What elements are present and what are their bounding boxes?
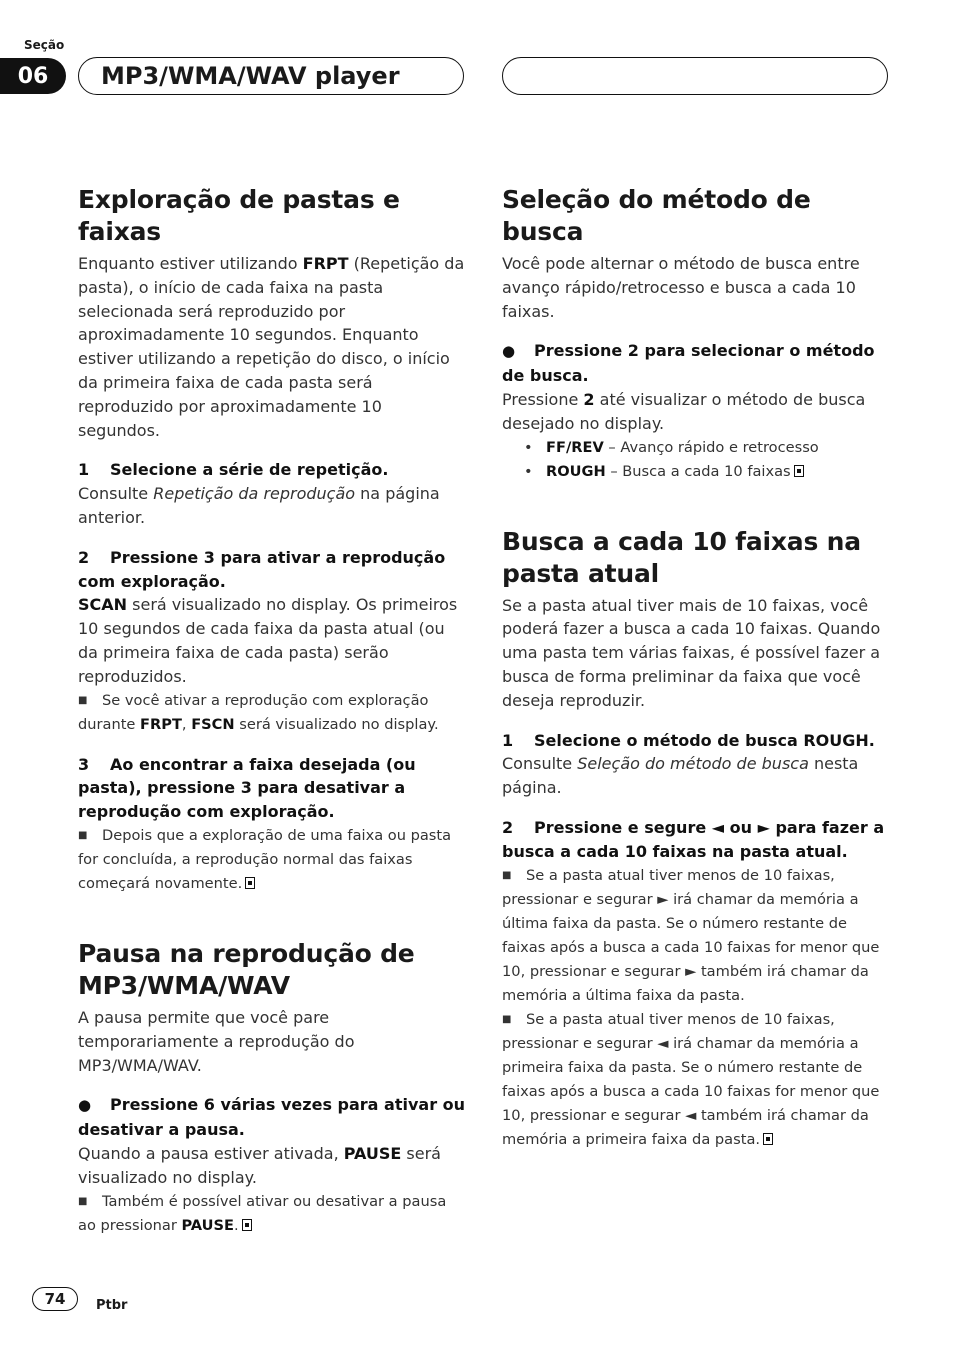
header-empty-box	[502, 57, 888, 95]
step-3-deactivate-scan: 3 Ao encontrar a faixa desejada (ou pasta), pressione 3 para desativar a reprodução com exploração.	[78, 754, 416, 822]
end-mark-icon	[245, 877, 255, 889]
page-number: 74	[32, 1287, 78, 1311]
note-scan-frpt: ■ Se você ativar a reprodução com exploração durante FRPT, FSCN será visualizado no display.	[78, 689, 466, 737]
note-back-first-track: ■ Se a pasta atual tiver menos de 10 faixas, pressionar e segurar ◄ irá chamar da memória a primeira faixa da pasta. Se o número restante de faixas após a busca a cada 10 faixas for menor que 10, pressionar e segurar ◄ também irá chamar da memória a primeira faixa da pasta.	[502, 1008, 890, 1152]
rough-search-intro: Se a pasta atual tiver mais de 10 faixas, você poderá fazer a busca a cada 10 faixas. Quando uma pasta tem várias faixas, é possível fazer a busca de forma preliminar da faixa que você deseja reproduzir.	[502, 595, 881, 710]
end-mark-icon	[763, 1133, 773, 1145]
step-2-press-hold: 2 Pressione e segure ◄ ou ► para fazer a busca a cada 10 faixas na pasta atual.	[502, 817, 885, 861]
header-title-box	[78, 57, 464, 95]
heading-folder-scan: Exploração de pastas e faixas	[78, 185, 400, 246]
search-method-intro: Você pode alternar o método de busca entre avanço rápido/retrocesso e busca a cada 10 faixas.	[502, 254, 860, 321]
note-square-icon: ■	[78, 829, 88, 841]
right-column	[502, 184, 890, 1152]
bullet-dot-icon: ●	[502, 342, 516, 361]
bullet-rough: • ROUGH – Busca a cada 10 faixas	[502, 460, 890, 484]
section-label: Seção	[24, 38, 65, 52]
heading-rough-search: Busca a cada 10 faixas na pasta atual	[502, 526, 861, 588]
heading-pause: Pausa na reprodução de MP3/WMA/WAV	[78, 938, 415, 1000]
header-title: MP3/WMA/WAV player	[101, 62, 400, 90]
section-number-badge: 06	[0, 58, 66, 94]
note-square-icon: ■	[502, 869, 512, 881]
step-select-method: ● Pressione 2 para selecionar o método de busca.	[502, 341, 875, 386]
note-square-icon: ■	[78, 1195, 88, 1207]
bullet-dot-icon: ●	[78, 1096, 92, 1115]
end-mark-icon	[242, 1219, 252, 1231]
step-1-select-rough: 1 Selecione o método de busca ROUGH.	[502, 730, 875, 750]
note-pause-button: ■ Também é possível ativar ou desativar a pausa ao pressionar PAUSE.	[78, 1190, 466, 1238]
left-column	[78, 184, 466, 1238]
step-1-body: Consulte Repetição da reprodução na página anterior.	[78, 484, 440, 527]
note-square-icon: ■	[78, 694, 88, 706]
step-pause: ● Pressione 6 várias vezes para ativar ou desativar a pausa.	[78, 1095, 466, 1140]
pause-intro: A pausa permite que você pare temporariamente a reprodução do MP3/WMA/WAV.	[78, 1007, 355, 1075]
bullet-ffrev: • FF/REV – Avanço rápido e retrocesso	[502, 436, 890, 460]
step-1-rough-body: Consulte Seleção do método de busca nesta página.	[502, 754, 859, 798]
note-scan-complete: ■ Depois que a exploração de uma faixa ou pasta for concluída, a reprodução normal das faixas começará novamente.	[78, 824, 466, 896]
note-forward-last-track: ■ Se a pasta atual tiver menos de 10 faixas, pressionar e segurar ► irá chamar da memória a última faixa da pasta. Se o número restante de faixas após a busca a cada 10 faixas for menor que 10, pressionar e segurar ► também irá chamar da memória a última faixa da pasta.	[502, 864, 890, 1008]
language-code: Ptbr	[96, 1298, 128, 1313]
heading-search-method: Seleção do método de busca	[502, 185, 811, 246]
note-square-icon: ■	[502, 1013, 512, 1025]
step-2-activate-scan: 2 Pressione 3 para ativar a reprodução com exploração.	[78, 547, 446, 591]
folder-scan-intro: Enquanto estiver utilizando FRPT (Repetição da pasta), o início de cada faixa na pasta selecionada será reproduzido por aproximadamente 10 segundos. Enquanto estiver utilizando a repetição do disco, o início da primeira faixa de cada pasta será reproduzido por aproximadamente 10 segundos.	[78, 254, 465, 440]
step-1-select-repeat: 1 Selecione a série de repetição.	[78, 460, 389, 480]
select-method-body: Pressione 2 até visualizar o método de busca desejado no display.	[502, 389, 866, 433]
pause-body: Quando a pausa estiver ativada, PAUSE será visualizado no display.	[78, 1143, 441, 1187]
step-2-body: SCAN será visualizado no display. Os primeiros 10 segundos de cada faixa da pasta atual (ou da primeira faixa de cada pasta) serão reproduzidos.	[78, 595, 458, 686]
end-mark-icon	[794, 465, 804, 477]
